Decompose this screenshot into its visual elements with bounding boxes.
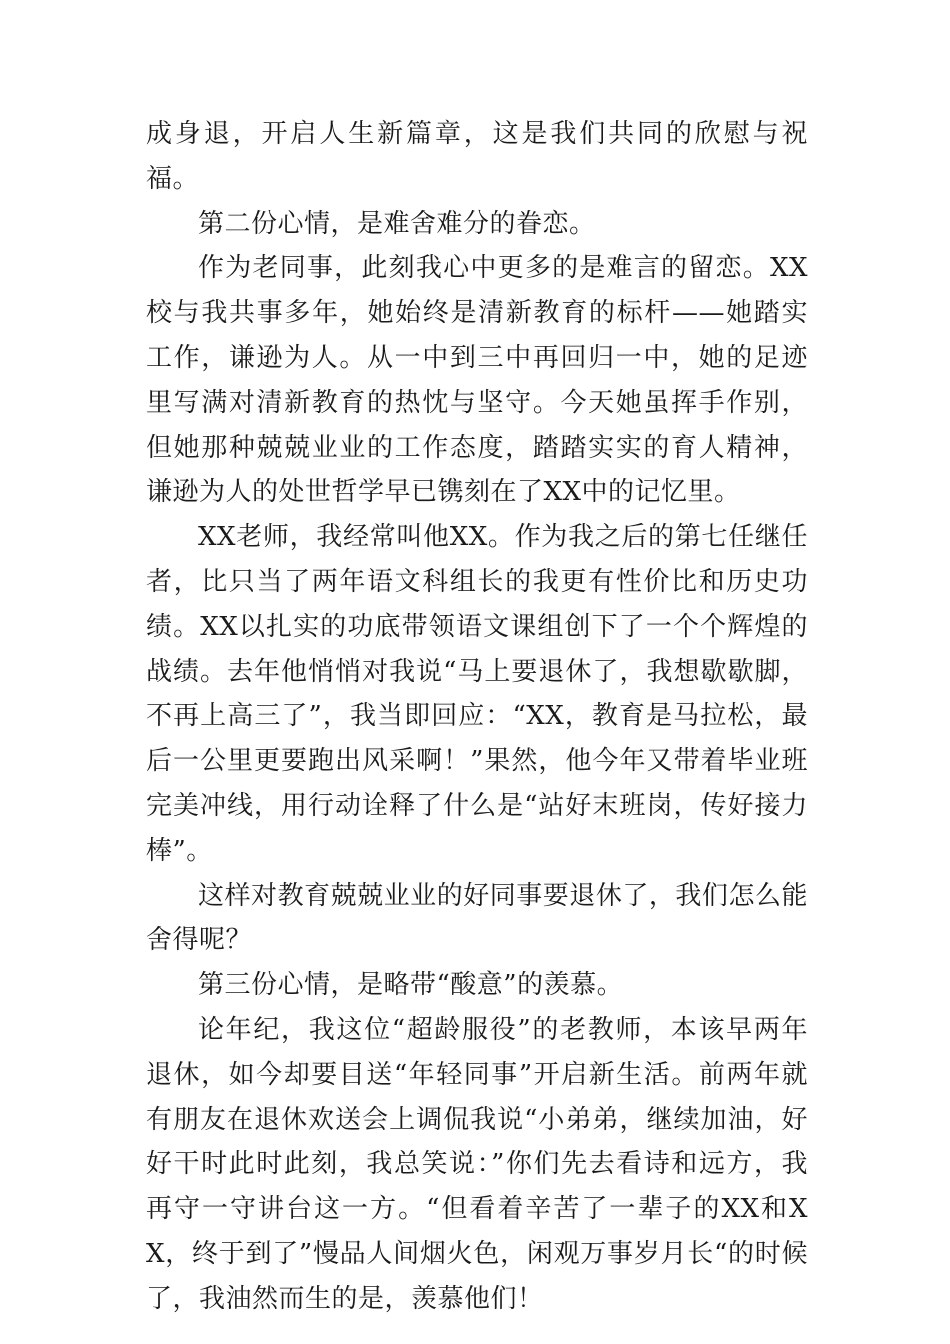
paragraph-2: 第二份心情，是难舍难分的眷恋。 xyxy=(198,208,596,239)
paragraph-3: 作为老同事，此刻我心中更多的是难言的留恋。XX校与我共事多年，她始终是清新教育的标杆——她踏实工作，谦逊为人。从一中到三中再回归一中，她的足迹里写满对清新教育的热忱与坚守。今天她虽挥手作别，但她那种兢兢业业的工作态度，踏踏实实的育人精神，谦逊为人的处世哲学早已镌刻在了XX中的记忆里。 xyxy=(146,253,808,508)
paragraph-6: 第三份心情，是略带“酸意”的羡慕。 xyxy=(198,970,624,1001)
document-body xyxy=(146,112,808,1322)
paragraph-5: 这样对教育兢兢业业的好同事要退休了，我们怎么能舍得呢？ xyxy=(146,880,808,956)
paragraph-7: 论年纪，我这位“超龄服役”的老教师，本该早两年退休，如今却要目送“年轻同事”开启新生活。前两年就有朋友在退休欢送会上调侃我说“小弟弟，继续加油，好好干时此时此刻，我总笑说：”你们先去看诗和远方，我再守一守讲台这一方。“但看着辛苦了一辈子的XX和XX，终于到了”慢品人间烟火色，闲观万事岁月长“的时候了，我油然而生的是，羡慕他们！ xyxy=(146,1014,808,1314)
paragraph-1: 成身退，开启人生新篇章，这是我们共同的欣慰与祝福。 xyxy=(146,119,808,194)
paragraph-4: XX老师，我经常叫他XX。作为我之后的第七任继任者，比只当了两年语文科组长的我更有性价比和历史功绩。XX以扎实的功底带领语文课组创下了一个个辉煌的战绩。去年他悄悄对我说“马上要退休了，我想歇歇脚，不再上高三了”，我当即回应：“XX，教育是马拉松，最后一公里更要跑出风采啊！”果然，他今年又带着毕业班完美冲线，用行动诠释了什么是“站好末班岗，传好接力棒”。 xyxy=(146,522,808,866)
